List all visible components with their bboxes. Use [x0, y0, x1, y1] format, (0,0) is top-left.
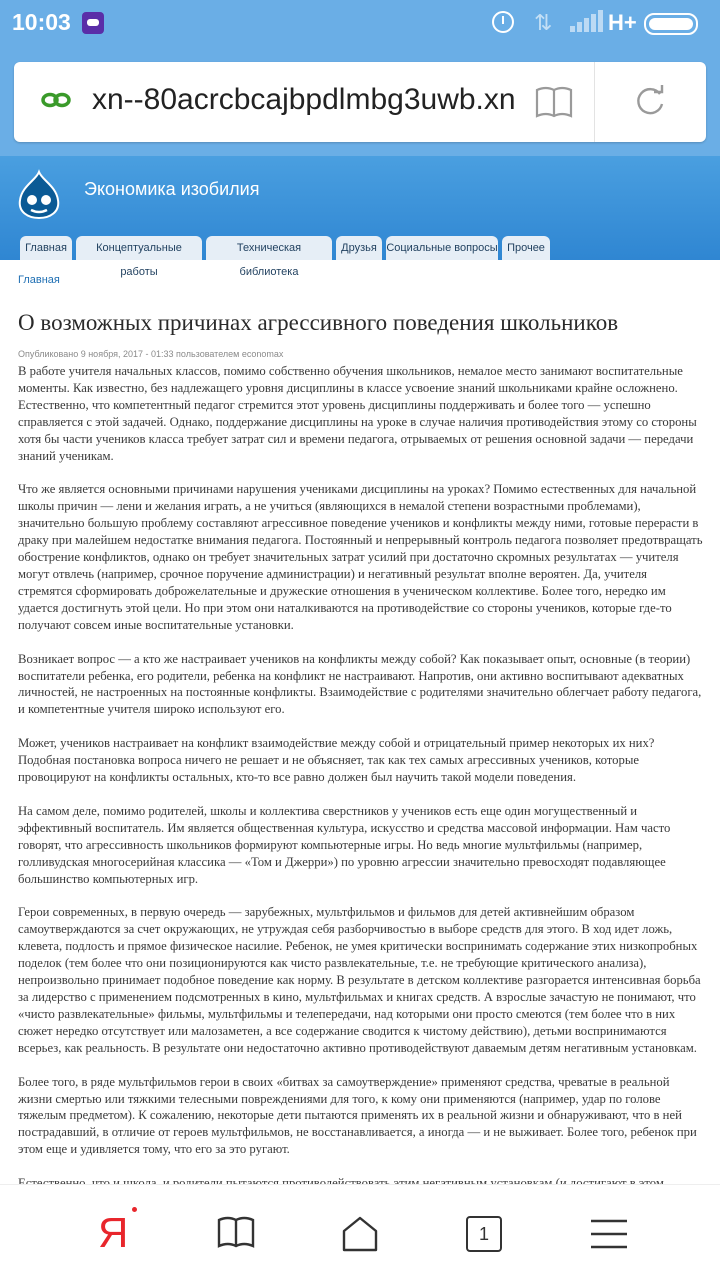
status-time: 10:03	[12, 9, 71, 35]
article-meta: Опубликовано 9 ноября, 2017 - 01:33 пользователем economax	[18, 349, 284, 359]
nav-tab-friends[interactable]: Друзья	[336, 236, 382, 260]
secure-link-icon	[40, 90, 72, 110]
yandex-button[interactable]: Я	[98, 1209, 129, 1256]
site-name[interactable]: Экономика изобилия	[84, 179, 260, 199]
home-icon[interactable]	[340, 1215, 380, 1253]
reload-icon[interactable]	[632, 84, 668, 120]
nav-tab-conceptual-works[interactable]: Концептуальные работы	[76, 236, 202, 260]
browser-bottom-bar	[0, 1184, 720, 1281]
article-paragraph: На самом деле, помимо родителей, школы и коллектива сверстников у учеников есть еще один могущественный и эффективный воспитатель. Им является общественная культура, искусство и средства массовой информации. Нам часто говорят, что агрессивность школьников формируют компьютерные игры. Но ведь многие мультфильмы (например, голливудская многосерийная классика — «Том и Джерри») по уровню агрессии значительно превосходят подавляющее большинство компьютерных игр.	[18, 803, 671, 886]
nav-tab-other[interactable]: Прочее	[502, 236, 550, 260]
article-paragraph: Возникает вопрос — а кто же настраивает учеников на конфликты между собой? Как показывает опыт, основные (в теории) воспитатели ребенка, его родители, ребенка на конфликт не настраивают. Напротив, они активно воспитывают адекватных личностей, не настроенных на постоянные конфликты. Взаимодействие с родителями значительно облегчает работу педагога, и компетентные учителя широко используют его.	[18, 651, 702, 717]
article-paragraph: Герои современных, в первую очередь — зарубежных, мультфильмов и фильмов для детей активнейшим образом самоутверждаются за счет окружающих, не утруждая себя разборчивостью в выборе средств для этого. В ход идет ложь, клевета, подлость и прямое физическое насилие. Ребенок, не умея критически воспринимать содержание этих низкопробных поделок (тем более что они позиционируются как чисто развлекательные, т.е. не требующие критического анализа), непроизвольно принимает подобное поведение как норму. В результате в детском коллективе разгорается интенсивная борьба за лидерство с применением подсмотренных в кино, мультфильмах и книгах средств. А взрослые зачастую не понимают, что «чисто развлекательные» фильмы, мультфильмы и телепередачи, над которыми они просто смеются (тем более что в них сюжет нередко отсутствует или малозаметен, а все содержание сводится к чистому действию), детьми воспринимаются всерьез, как реальность. В результате они недостаточно активно противодействуют даваемым детям негативным установкам.	[18, 905, 701, 1055]
bookmarks-book-icon[interactable]	[216, 1215, 256, 1251]
notification-icon	[82, 12, 104, 34]
article-paragraph: Что же является основными причинами нарушения учениками дисциплины на уроках? Помимо естественных для начальной школы причин — лени и желания играть, а не учиться (являющихся в немалой степени возрастными проблемами), значительно большую проблему составляют агрессивное поведение учеников и конфликты между ними, готовые перерасти в драку при малейшем недостатке внимания педагога. Постоянный и непрерывный контроль педагога позволяет предотвращать обострение конфликтов, однако он требует значительных затрат усилий при достаточно скромных результатах — учителя могут отвлечь (например, срочное поручение администрации) и негативный результат вполне вероятен. Да, учителя стремятся сформировать доброжелательные и дружеские отношения в ученическом коллективе. Более того, нередко им удается достигнуть этой цели. Но при этом они наталкиваются на противодействие со стороны учеников, которые где-то получают совсем иные воспитательные установки.	[18, 482, 703, 632]
drupal-logo-icon[interactable]	[16, 170, 62, 220]
network-type: H+	[608, 10, 637, 35]
site-header	[0, 156, 720, 278]
article-paragraph: В работе учителя начальных классов, помимо собственно обучения школьников, немалое место занимают воспитательные моменты. Как известно, без надлежащего уровня дисциплины в классе усвоение знаний школьниками крайне осложнено. Естественно, что компетентный педагог стремится этот уровень дисциплины поддерживать и более того — успешно справляется с этой задачей. Однако, поддержание дисциплины на уроке в случае наличия противодействия этому со стороны хотя бы части учеников класса требует затрат сил и времени педагога, отрываемых от решения основной задачи — передачи знаний ученикам.	[18, 364, 697, 463]
nav-tab-home[interactable]: Главная	[20, 236, 72, 260]
article-paragraph: Более того, в ряде мультфильмов герои в своих «битвах за самоутверждение» применяют средства, чреватые в реальной жизни смертью или тяжкими телесными повреждениями для того, к кому они применяются (например, удар по голове тяжелым предметом). К сожалению, некоторые дети пытаются применять их в реальной жизни и обнаруживают, что в ней пострадавший, в отличие от героев мультфильмов, не восстанавливается, а иногда — и не выживает. Более того, ребенок при этом еще и удивляется тому, что его за это ругают.	[18, 1074, 697, 1157]
address-bar-divider	[594, 62, 595, 142]
signal-icon	[570, 10, 602, 32]
yandex-dot-icon	[132, 1207, 137, 1212]
address-bar[interactable]	[14, 62, 706, 142]
tabs-count-button[interactable]: 1	[466, 1216, 502, 1252]
battery-icon	[644, 13, 698, 35]
article-title: О возможных причинах агрессивного поведения школьников	[18, 310, 619, 335]
url-text[interactable]: xn--80acrcbcajbpdlmbg3uwb.xn	[92, 83, 516, 116]
reader-mode-icon[interactable]	[534, 84, 574, 120]
nav-tab-social-issues[interactable]: Социальные вопросы	[386, 236, 498, 260]
browser-chrome	[0, 0, 720, 156]
status-bar	[0, 0, 720, 48]
data-transfer-icon: ⇅	[534, 10, 553, 35]
article-body	[18, 363, 704, 1181]
breadcrumb-home-link[interactable]: Главная	[18, 274, 60, 286]
nav-tab-technical-library[interactable]: Техническая библиотека	[206, 236, 332, 260]
alarm-icon	[492, 11, 514, 33]
article-paragraph: Может, учеников настраивает на конфликт взаимодействие между собой и отрицательный пример некоторых их них? Подобная постановка вопроса ничего не решает и не объясняет, так как тех самых агрессивных учеников, которые провоцируют на конфликты остальных, кто-то все равно должен был научить такой модели поведения.	[18, 736, 655, 785]
menu-icon[interactable]	[590, 1218, 628, 1250]
